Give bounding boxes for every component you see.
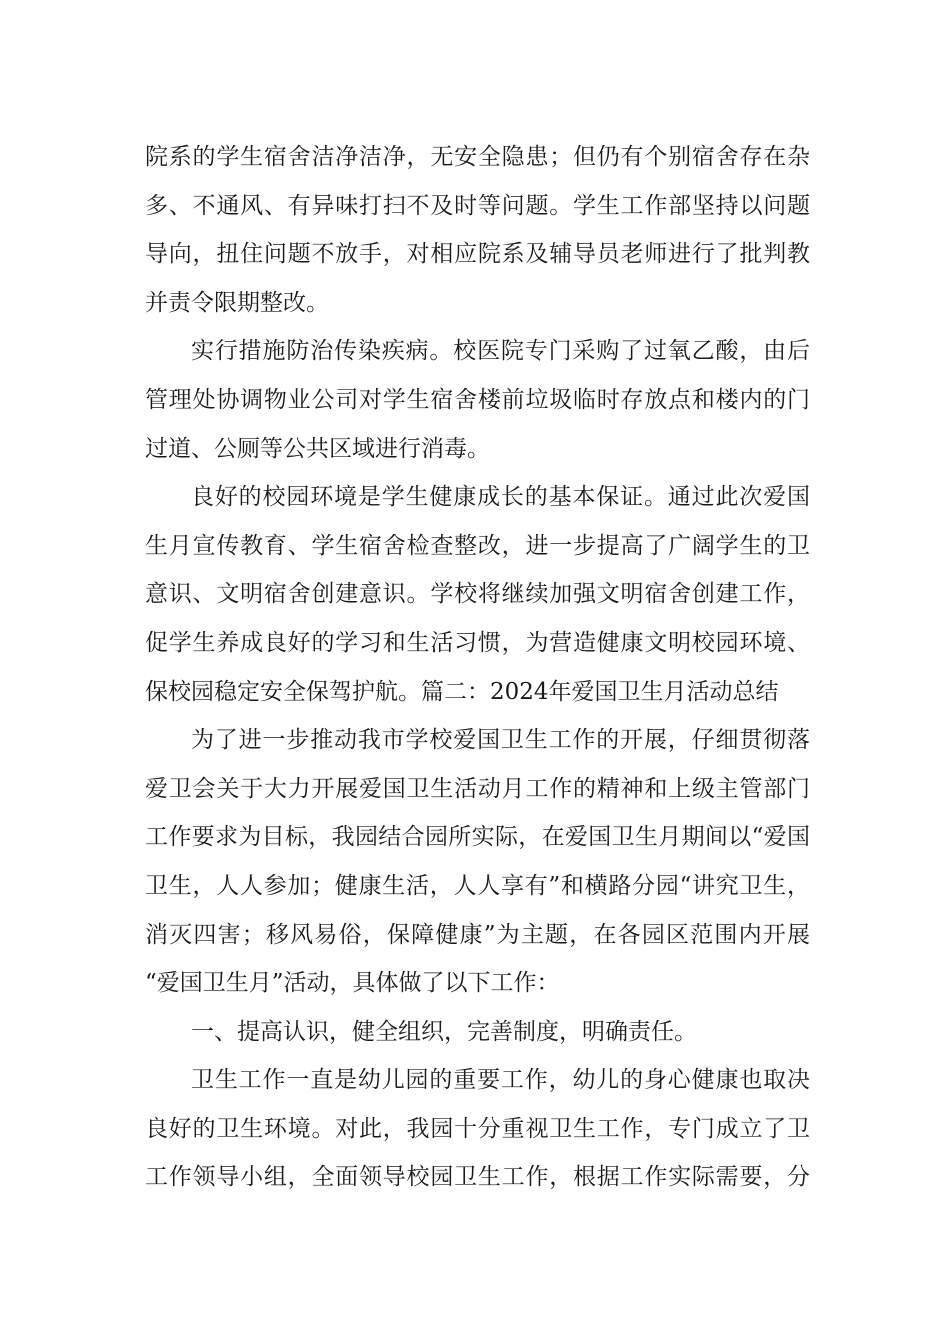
text-line: 工作领导小组，全面领导校园卫生工作，根据工作实际需要，分 <box>145 1164 810 1191</box>
text-line: 多、不通风、有异味打扫不及时等问题。学生工作部坚持以问题 <box>145 192 810 219</box>
text-line: 一、提高认识，健全组织，完善制度，明确责任。 <box>191 1018 697 1045</box>
text-line: “爱国卫生月”活动，具体做了以下工作： <box>145 970 560 997</box>
text-line: 促学生养成良好的学习和生活习惯，为营造健康文明校园环境、 <box>145 629 810 656</box>
text-line: 爱卫会关于大力开展爱国卫生活动月工作的精神和上级主管部门 <box>145 775 810 802</box>
text-line: 过道、公厕等公共区域进行消毒。 <box>145 435 490 462</box>
text-line: 并责令限期整改。 <box>145 289 329 316</box>
text-line: 消灭四害；移风易俗，保障健康”为主题，在各园区范围内开展 <box>145 921 810 948</box>
text-line: 实行措施防治传染疾病。校医院专门采购了过氧乙酸，由后 <box>191 338 810 365</box>
text-line: 生月宣传教育、学生宿舍检查整改，进一步提高了广阔学生的卫 <box>145 532 810 559</box>
text-line: 良好的卫生环境。对此，我园十分重视卫生工作，专门成立了卫 <box>145 1115 810 1142</box>
text-line: 保校园稳定安全保驾护航。篇二：2024年爱国卫生月活动总结 <box>145 678 779 705</box>
text-line: 导向，扭住问题不放手，对相应院系及辅导员老师进行了批判教 <box>145 241 810 268</box>
text-line: 院系的学生宿舍洁净洁净，无安全隐患；但仍有个别宿舍存在杂 <box>145 144 810 170</box>
text-line: 工作要求为目标，我园结合园所实际，在爱国卫生月期间以“爱国 <box>145 824 810 851</box>
document-body <box>145 133 810 1202</box>
text-line: 卫生工作一直是幼儿园的重要工作，幼儿的身心健康也取决 <box>191 1067 810 1094</box>
text-line: 卫生，人人参加；健康生活，人人享有”和横路分园“讲究卫生， <box>145 872 810 899</box>
text-line: 为了进一步推动我市学校爱国卫生工作的开展，仔细贯彻落 <box>191 727 810 754</box>
text-line: 管理处协调物业公司对学生宿舍楼前垃圾临时存放点和楼内的门 <box>145 386 810 413</box>
text-line: 良好的校园环境是学生健康成长的基本保证。通过此次爱国 <box>191 484 810 511</box>
text-line: 意识、文明宿舍创建意识。学校将继续加强文明宿舍创建工作， <box>145 581 810 608</box>
